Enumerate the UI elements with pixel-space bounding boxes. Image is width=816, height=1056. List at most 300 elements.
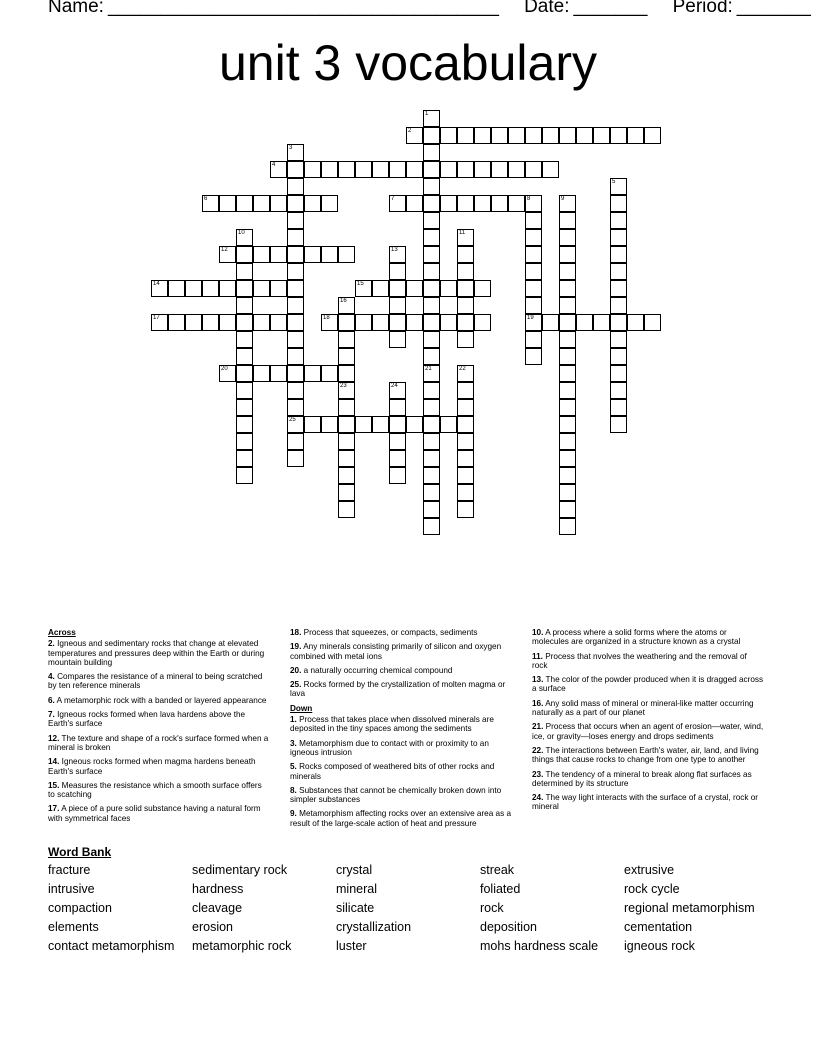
crossword-cell[interactable] [610,382,627,399]
crossword-cell[interactable] [457,314,474,331]
crossword-cell[interactable] [610,297,627,314]
crossword-cell[interactable] [610,178,627,195]
name-line[interactable]: _____________________________________ [107,0,499,17]
crossword-cell[interactable] [457,365,474,382]
crossword-cell[interactable] [559,484,576,501]
crossword-cell[interactable] [525,280,542,297]
crossword-cell[interactable] [542,161,559,178]
crossword-cell[interactable] [559,450,576,467]
crossword-cell[interactable] [236,297,253,314]
crossword-cell[interactable] [423,433,440,450]
crossword-cell[interactable] [389,246,406,263]
clue-number-label: 8. [290,785,297,795]
clue-number: 11 [459,230,466,236]
crossword-cell[interactable] [287,433,304,450]
crossword-cell[interactable] [185,280,202,297]
crossword-cell[interactable] [236,331,253,348]
word-bank-title: Word Bank [48,845,112,859]
crossword-cell[interactable] [338,365,355,382]
crossword-cell[interactable] [423,229,440,246]
crossword-cell[interactable] [457,161,474,178]
crossword-cell[interactable] [321,246,338,263]
clue-text: Igneous and sedimentary rocks that change at elevated temperatures and pressures deep within the Earth or during mountain building [48,639,265,667]
crossword-cell[interactable] [457,127,474,144]
crossword-cell[interactable] [440,127,457,144]
crossword-cell[interactable] [610,195,627,212]
clue-down [290,715,515,734]
clue-text: The interactions between Earth's water, air, land, and living things that cause rocks to change from one type to another [532,745,759,765]
clue-text: a naturally occurring chemical compound [301,665,453,675]
crossword-cell[interactable] [270,161,287,178]
crossword-cell[interactable] [338,382,355,399]
crossword-cell[interactable] [236,365,253,382]
crossword-cell[interactable] [202,314,219,331]
clue-number: 2 [408,128,412,134]
clue-text: Igneous rocks formed when lava hardens above the Earth's surface [48,710,246,729]
crossword-cell[interactable] [644,127,661,144]
clue-number: 9 [561,196,565,202]
crossword-cell[interactable] [457,484,474,501]
crossword-cell[interactable] [270,246,287,263]
crossword-cell[interactable] [491,195,508,212]
clue-across [290,666,515,675]
date-line[interactable]: _______ [573,0,648,17]
crossword-cell[interactable] [559,399,576,416]
crossword-cell[interactable] [525,212,542,229]
crossword-cell[interactable] [457,246,474,263]
word-bank-item: silicate [336,901,375,915]
crossword-cell[interactable] [389,161,406,178]
crossword-cell[interactable] [610,127,627,144]
crossword-cell[interactable] [236,382,253,399]
crossword-cell[interactable] [474,280,491,297]
crossword-cell[interactable] [423,484,440,501]
crossword-cell[interactable] [491,127,508,144]
crossword-cell[interactable] [610,314,627,331]
crossword-cell[interactable] [185,314,202,331]
crossword-cell[interactable] [423,450,440,467]
word-bank-item: crystal [336,863,373,877]
clue-across [290,680,515,699]
clue-number-label: 12. [48,733,60,743]
crossword-cell[interactable] [559,382,576,399]
clue-text: A piece of a pure solid substance having a natural form with symmetrical faces [48,804,261,823]
crossword-cell[interactable] [423,178,440,195]
crossword-cell[interactable] [423,382,440,399]
crossword-cell[interactable] [525,331,542,348]
clue-number-label: 10. [532,628,544,637]
crossword-cell[interactable] [236,416,253,433]
crossword-cell[interactable] [372,280,389,297]
crossword-cell[interactable] [304,365,321,382]
crossword-cell[interactable] [219,246,236,263]
crossword-cell[interactable] [457,399,474,416]
crossword-cell[interactable] [610,365,627,382]
crossword-cell[interactable] [423,314,440,331]
crossword-cell[interactable] [406,161,423,178]
crossword-cell[interactable] [525,348,542,365]
crossword-cell[interactable] [525,263,542,280]
crossword-cell[interactable] [321,161,338,178]
crossword-cell[interactable] [457,297,474,314]
crossword-cell[interactable] [525,314,542,331]
crossword-cell[interactable] [423,331,440,348]
crossword-cell[interactable] [457,467,474,484]
crossword-cell[interactable] [559,433,576,450]
crossword-cell[interactable] [287,229,304,246]
crossword-cell[interactable] [372,416,389,433]
crossword-cell[interactable] [542,127,559,144]
crossword-cell[interactable] [644,314,661,331]
crossword-cell[interactable] [559,518,576,535]
crossword-cell[interactable] [372,314,389,331]
crossword-cell[interactable] [389,399,406,416]
crossword-cell[interactable] [576,127,593,144]
crossword-cell[interactable] [559,263,576,280]
word-bank-item: extrusive [624,863,675,877]
clues-column-3 [532,628,764,817]
crossword-cell[interactable] [355,280,372,297]
across-heading: Across [48,628,76,637]
crossword-cell[interactable] [355,161,372,178]
crossword-cell[interactable] [219,195,236,212]
crossword-cell[interactable] [423,297,440,314]
crossword-cell[interactable] [338,161,355,178]
crossword-cell[interactable] [610,348,627,365]
crossword-cell[interactable] [389,450,406,467]
crossword-cell[interactable] [202,195,219,212]
clue-down [532,628,764,647]
crossword-cell[interactable] [474,161,491,178]
crossword-cell[interactable] [389,263,406,280]
crossword-cell[interactable] [253,246,270,263]
clue-number-label: 4. [48,672,55,682]
word-bank-item: regional metamorphism [624,901,755,915]
crossword-cell[interactable] [508,127,525,144]
crossword-cell[interactable] [338,331,355,348]
crossword-cell[interactable] [338,348,355,365]
crossword-cell[interactable] [287,280,304,297]
crossword-cell[interactable] [287,416,304,433]
crossword-cell[interactable] [423,416,440,433]
clue-number-label: 16. [532,698,544,708]
crossword-cell[interactable] [457,195,474,212]
crossword-cell[interactable] [440,416,457,433]
crossword-cell[interactable] [457,433,474,450]
crossword-cell[interactable] [559,127,576,144]
crossword-cell[interactable] [423,144,440,161]
crossword-cell[interactable] [389,280,406,297]
clue-text: Igneous rocks formed when magma hardens beneath Earth's surface [48,757,256,776]
crossword-cell[interactable] [338,297,355,314]
word-bank-item: igneous rock [624,939,695,953]
crossword-cell[interactable] [423,501,440,518]
clue-down [290,786,515,805]
clue-number: 17 [153,315,160,321]
crossword-cell[interactable] [253,314,270,331]
crossword-cell[interactable] [406,195,423,212]
crossword-cell[interactable] [372,161,389,178]
crossword-cell[interactable] [423,161,440,178]
clue-text: A process where a solid forms where the atoms or molecules are organized in a structure known as a crystal [532,628,741,647]
clue-number: 13 [391,247,398,253]
crossword-cell[interactable] [559,229,576,246]
crossword-cell[interactable] [559,365,576,382]
crossword-cell[interactable] [236,450,253,467]
crossword-cell[interactable] [321,416,338,433]
word-bank-item: foliated [480,882,521,896]
crossword-cell[interactable] [202,280,219,297]
crossword-cell[interactable] [457,416,474,433]
crossword-cell[interactable] [287,161,304,178]
crossword-cell[interactable] [389,314,406,331]
crossword-cell[interactable] [338,399,355,416]
crossword-cell[interactable] [287,382,304,399]
clue-number: 8 [527,196,531,202]
crossword-cell[interactable] [627,127,644,144]
crossword-cell[interactable] [406,416,423,433]
crossword-cell[interactable] [457,450,474,467]
clue-text: The texture and shape of a rock's surface formed when a mineral is broken [48,733,269,752]
crossword-cell[interactable] [440,280,457,297]
crossword-cell[interactable] [423,280,440,297]
crossword-cell[interactable] [508,195,525,212]
clue-down [532,675,764,694]
clue-number-label: 2. [48,639,55,649]
crossword-cell[interactable] [236,467,253,484]
crossword-cell[interactable] [287,399,304,416]
crossword-cell[interactable] [389,467,406,484]
crossword-cell[interactable] [219,314,236,331]
crossword-cell[interactable] [406,280,423,297]
crossword-cell[interactable] [559,501,576,518]
clue-number-label: 13. [532,675,544,685]
crossword-cell[interactable] [559,280,576,297]
crossword-cell[interactable] [151,280,168,297]
crossword-cell[interactable] [525,246,542,263]
crossword-cell[interactable] [593,314,610,331]
crossword-cell[interactable] [423,348,440,365]
crossword-cell[interactable] [219,280,236,297]
clue-text: Any minerals consisting primarily of silicon and oxygen combined with metal ions [290,642,502,661]
crossword-cell[interactable] [338,416,355,433]
crossword-cell[interactable] [389,331,406,348]
crossword-cell[interactable] [525,161,542,178]
crossword-cell[interactable] [287,178,304,195]
crossword-cell[interactable] [270,280,287,297]
crossword-cell[interactable] [236,348,253,365]
clue-across [48,672,270,691]
crossword-cell[interactable] [559,467,576,484]
crossword-cell[interactable] [457,501,474,518]
crossword-cell[interactable] [287,348,304,365]
crossword-cell[interactable] [610,246,627,263]
crossword-cell[interactable] [406,314,423,331]
crossword-cell[interactable] [287,246,304,263]
clue-down [290,809,515,828]
crossword-cell[interactable] [355,416,372,433]
crossword-cell[interactable] [525,297,542,314]
crossword-cell[interactable] [423,110,440,127]
crossword-cell[interactable] [389,195,406,212]
crossword-cell[interactable] [321,314,338,331]
clue-number-label: 6. [48,695,55,705]
clue-number: 24 [391,383,398,389]
crossword-cell[interactable] [525,229,542,246]
crossword-cell[interactable] [253,365,270,382]
clue-across [48,781,270,800]
crossword-cell[interactable] [593,127,610,144]
word-bank-item: elements [48,920,99,934]
crossword-cell[interactable] [389,297,406,314]
crossword-cell[interactable] [219,365,236,382]
crossword-cell[interactable] [610,331,627,348]
crossword-cell[interactable] [321,195,338,212]
crossword-cell[interactable] [389,416,406,433]
crossword-cell[interactable] [423,518,440,535]
crossword-cell[interactable] [423,127,440,144]
crossword-cell[interactable] [338,467,355,484]
crossword-cell[interactable] [423,365,440,382]
crossword-cell[interactable] [236,399,253,416]
crossword-cell[interactable] [457,229,474,246]
clue-number: 19 [527,315,534,321]
crossword-cell[interactable] [440,195,457,212]
crossword-cell[interactable] [423,263,440,280]
crossword-cell[interactable] [559,246,576,263]
crossword-cell[interactable] [457,263,474,280]
crossword-cell[interactable] [168,280,185,297]
crossword-cell[interactable] [287,212,304,229]
word-bank-item: contact metamorphism [48,939,175,953]
clue-number-label: 19. [290,642,302,652]
crossword-cell[interactable] [287,195,304,212]
crossword-cell[interactable] [389,382,406,399]
crossword-cell[interactable] [423,246,440,263]
clue-number-label: 23. [532,769,544,779]
crossword-cell[interactable] [610,229,627,246]
clue-number: 18 [323,315,330,321]
crossword-cell[interactable] [525,127,542,144]
crossword-cell[interactable] [508,161,525,178]
crossword-cell[interactable] [559,297,576,314]
crossword-cell[interactable] [304,416,321,433]
crossword-cell[interactable] [610,212,627,229]
crossword-cell[interactable] [168,314,185,331]
word-bank-item: sedimentary rock [192,863,288,877]
name-label: Name: [48,0,104,17]
crossword-cell[interactable] [321,365,338,382]
crossword-cell[interactable] [270,314,287,331]
crossword-cell[interactable] [287,297,304,314]
crossword-cell[interactable] [338,484,355,501]
crossword-cell[interactable] [423,399,440,416]
clue-number-label: 5. [290,762,297,772]
crossword-cell[interactable] [525,195,542,212]
crossword-cell[interactable] [542,314,559,331]
crossword-cell[interactable] [559,331,576,348]
crossword-cell[interactable] [253,280,270,297]
crossword-cell[interactable] [236,195,253,212]
crossword-cell[interactable] [338,314,355,331]
crossword-cell[interactable] [627,314,644,331]
crossword-cell[interactable] [270,195,287,212]
crossword-cell[interactable] [457,382,474,399]
clue-text: Any solid mass of mineral or mineral-like matter occurring naturally as a part of our planet [532,698,754,718]
crossword-cell[interactable] [236,314,253,331]
crossword-cell[interactable] [474,195,491,212]
crossword-cell[interactable] [287,365,304,382]
crossword-cell[interactable] [474,314,491,331]
crossword-cell[interactable] [440,314,457,331]
crossword-cell[interactable] [610,399,627,416]
crossword-cell[interactable] [559,195,576,212]
clue-across [48,734,270,753]
crossword-cell[interactable] [610,416,627,433]
clue-number: 3 [289,145,293,151]
crossword-cell[interactable] [236,263,253,280]
crossword-cell[interactable] [236,246,253,263]
clue-number: 6 [204,196,208,202]
clue-number-label: 7. [48,710,55,720]
crossword-cell[interactable] [457,280,474,297]
crossword-cell[interactable] [304,195,321,212]
crossword-cell[interactable] [576,314,593,331]
crossword-cell[interactable] [338,501,355,518]
crossword-cell[interactable] [440,161,457,178]
crossword-cell[interactable] [474,127,491,144]
crossword-cell[interactable] [559,416,576,433]
crossword-cell[interactable] [253,195,270,212]
crossword-cell[interactable] [338,450,355,467]
crossword-cell[interactable] [355,314,372,331]
crossword-cell[interactable] [610,280,627,297]
crossword-cell[interactable] [236,229,253,246]
crossword-cell[interactable] [389,433,406,450]
crossword-cell[interactable] [610,263,627,280]
crossword-cell[interactable] [304,246,321,263]
crossword-cell[interactable] [423,467,440,484]
clue-text: Measures the resistance which a smooth surface offers to scatching [48,780,262,800]
crossword-cell[interactable] [491,161,508,178]
crossword-cell[interactable] [457,331,474,348]
crossword-cell[interactable] [559,212,576,229]
clue-text: Process that nvolves the weathering and the removal of rock [532,651,747,670]
word-bank-item: metamorphic rock [192,939,292,953]
crossword-cell[interactable] [236,433,253,450]
crossword-cell[interactable] [287,450,304,467]
crossword-cell[interactable] [559,314,576,331]
crossword-cell[interactable] [287,331,304,348]
crossword-cell[interactable] [304,161,321,178]
crossword-cell[interactable] [287,314,304,331]
crossword-cell[interactable] [236,280,253,297]
crossword-cell[interactable] [338,433,355,450]
crossword-cell[interactable] [151,314,168,331]
crossword-cell[interactable] [559,348,576,365]
clue-text: The tendency of a mineral to break along flat surfaces as determined by its structure [532,769,752,788]
crossword-cell[interactable] [423,212,440,229]
period-line[interactable]: _______ [736,0,811,17]
crossword-cell[interactable] [287,144,304,161]
crossword-cell[interactable] [423,195,440,212]
clue-text: Metamorphism affecting rocks over an extensive area as a result of the large-scale action of heat and pressure [290,809,512,828]
crossword-cell[interactable] [406,127,423,144]
crossword-cell[interactable] [338,246,355,263]
clue-across [48,804,270,823]
crossword-cell[interactable] [287,263,304,280]
crossword-cell[interactable] [270,365,287,382]
